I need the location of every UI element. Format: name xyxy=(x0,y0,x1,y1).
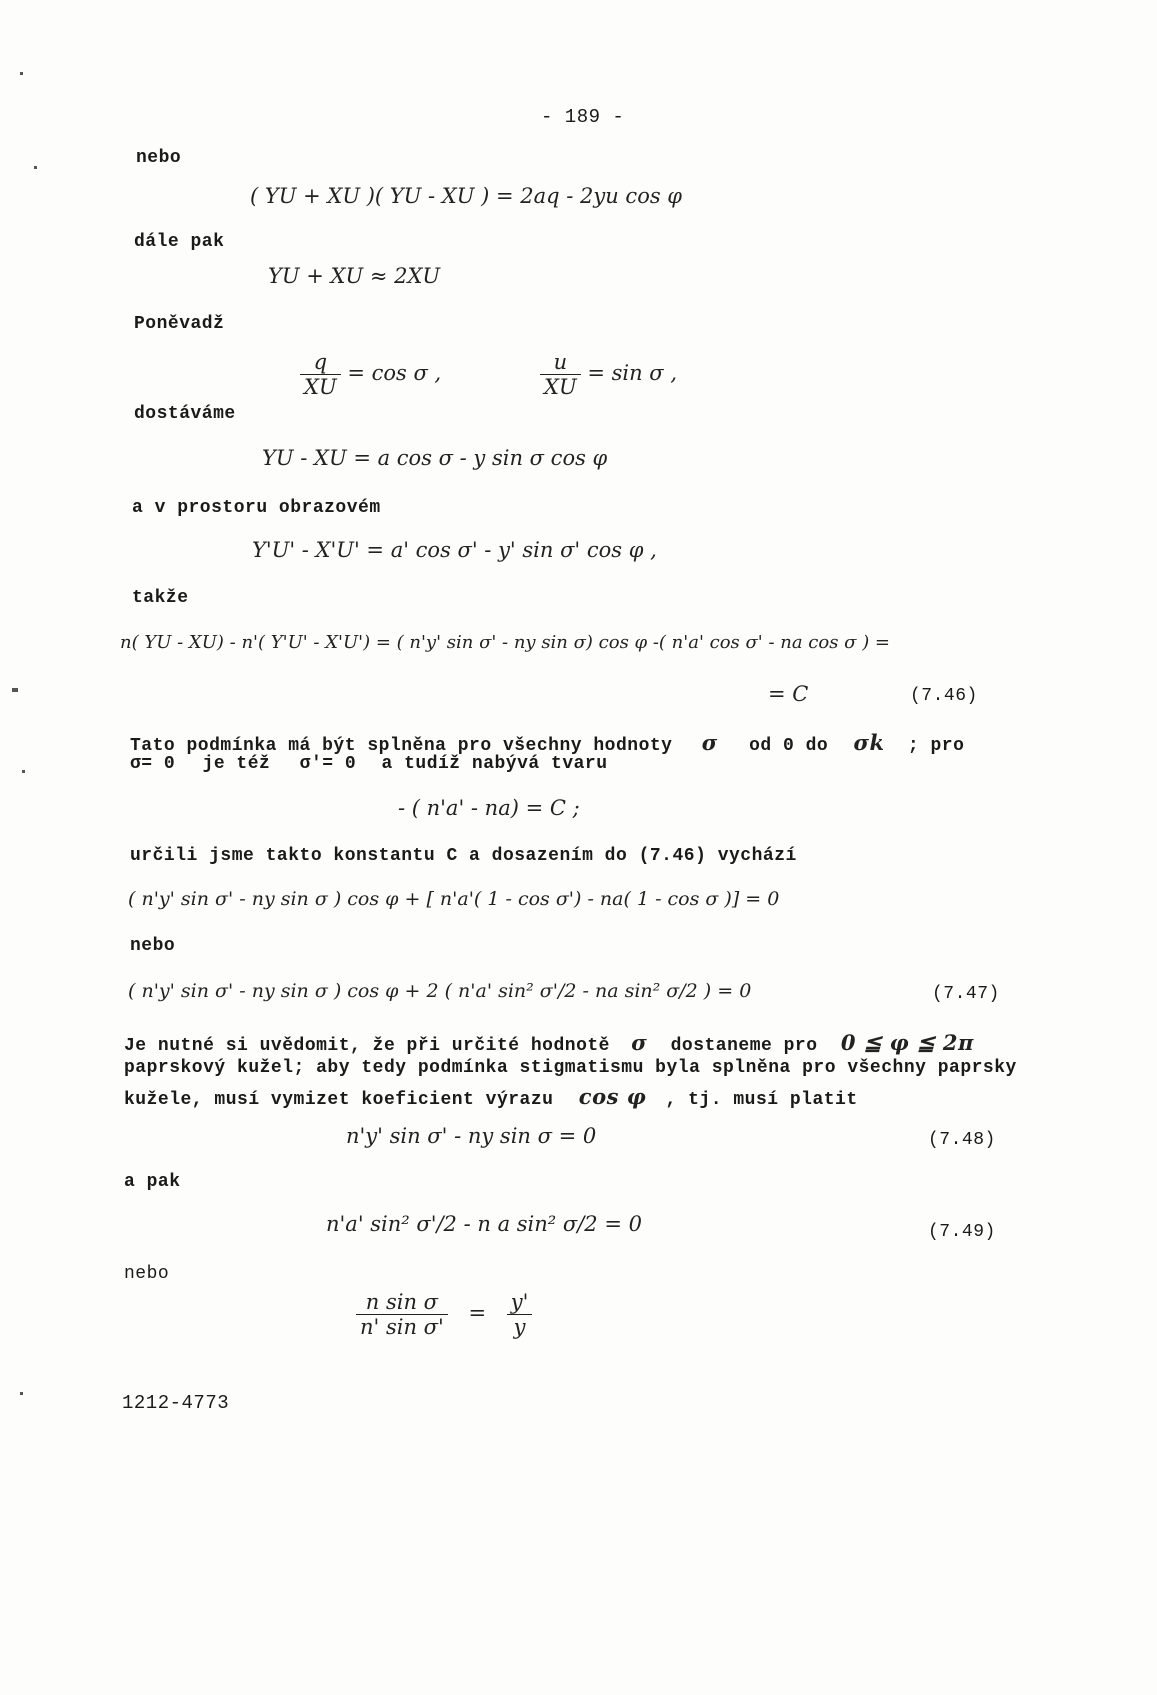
scan-speck xyxy=(22,770,25,773)
text-nebo-1: nebo xyxy=(136,148,182,168)
equation-3a xyxy=(300,350,441,399)
text-podminka-line1: Tato podmínka má být splněna pro všechny hodnoty σ od 0 do σk ; pro xyxy=(130,730,965,756)
scan-speck xyxy=(20,72,23,75)
equation-3a-rhs: = cos σ , xyxy=(347,361,442,385)
equation-10: n'y' sin σ' - ny sin σ = 0 xyxy=(346,1124,597,1148)
text-ponevadz: Poněvadž xyxy=(134,314,225,334)
equation-4: YU - XU = a cos σ - y sin σ cos φ xyxy=(262,446,608,470)
fraction-right: $\frac{y'}{y}$ xyxy=(507,1290,533,1339)
equation-9: ( n'y' sin σ' - ny sin σ ) cos φ + 2 ( n'a' sin² σ'/2 - na sin² σ/2 ) = 0 xyxy=(128,980,752,1002)
text-nutne-line2: paprskový kužel; aby tedy podmínka stigmatismu byla splněna pro všechny paprsky xyxy=(124,1058,1017,1078)
page-number: - 189 - xyxy=(541,106,625,128)
text-nutne-line3: kužele, musí vymizet koeficient výrazu cos φ , tj. musí platit xyxy=(124,1084,858,1110)
text-a-pak: a pak xyxy=(124,1172,181,1192)
text-dostavame: dostáváme xyxy=(134,404,236,424)
equation-12: $\frac{\text{n sin σ}}{\text{n' sin σ'}}$ = $\frac{y'}{y}$ xyxy=(356,1290,532,1339)
scan-speck xyxy=(34,166,37,169)
text-prostor: a v prostoru obrazovém xyxy=(132,498,381,518)
equation-11: n'a' sin² σ'/2 - n a sin² σ/2 = 0 xyxy=(326,1212,642,1236)
equation-1: ( YU + XU )( YU - XU ) = 2aq - 2yu cos φ xyxy=(250,184,682,208)
text-nebo-3: nebo xyxy=(124,1264,170,1284)
text-nebo-2: nebo xyxy=(130,936,176,956)
text-podminka-line2: σ= 0 je též σ'= 0 a tudíž nabývá tvaru xyxy=(130,754,608,774)
text-takze: takže xyxy=(132,588,189,608)
equation-8: ( n'y' sin σ' - ny sin σ ) cos φ + [ n'a'( 1 - cos σ') - na( 1 - cos σ )] = 0 xyxy=(128,888,780,910)
fraction: $\frac{q}{XU}$ xyxy=(300,350,341,399)
equation-label-748: (7.48) xyxy=(928,1130,996,1150)
equation-3b xyxy=(540,350,677,399)
equation-7: - ( n'a' - na) = C ; xyxy=(398,796,580,820)
equation-2: YU + XU ≈ 2XU xyxy=(268,264,441,288)
text-dale-pak: dále pak xyxy=(134,232,225,252)
fraction-left: $\frac{\text{n sin σ}}{\text{n' sin σ'}}$ xyxy=(356,1290,448,1339)
footer-code: 1212-4773 xyxy=(122,1392,230,1414)
equation-6: n( YU - XU) - n'( Y'U' - X'U') = ( n'y' sin σ' - ny sin σ) cos φ -( n'a' cos σ' - na cos σ ) = xyxy=(120,632,891,653)
equation-label-747: (7.47) xyxy=(932,984,1000,1004)
text-nutne-line1: Je nutné si uvědomit, že při určité hodnotě σ dostaneme pro 0 ≦ φ ≦ 2π xyxy=(124,1030,974,1056)
text-urcili: určili jsme takto konstantu C a dosazením do (7.46) vychází xyxy=(130,846,797,866)
equation-label-749: (7.49) xyxy=(928,1222,996,1242)
fraction: $\frac{u}{XU}$ xyxy=(540,350,581,399)
equation-label-746: (7.46) xyxy=(910,686,978,706)
equation-6b: = C xyxy=(768,682,809,706)
equation-3b-rhs: = sin σ , xyxy=(587,361,677,385)
scan-speck xyxy=(20,1392,23,1395)
equation-5: Y'U' - X'U' = a' cos σ' - y' sin σ' cos φ , xyxy=(252,538,657,562)
scan-speck xyxy=(12,688,18,692)
